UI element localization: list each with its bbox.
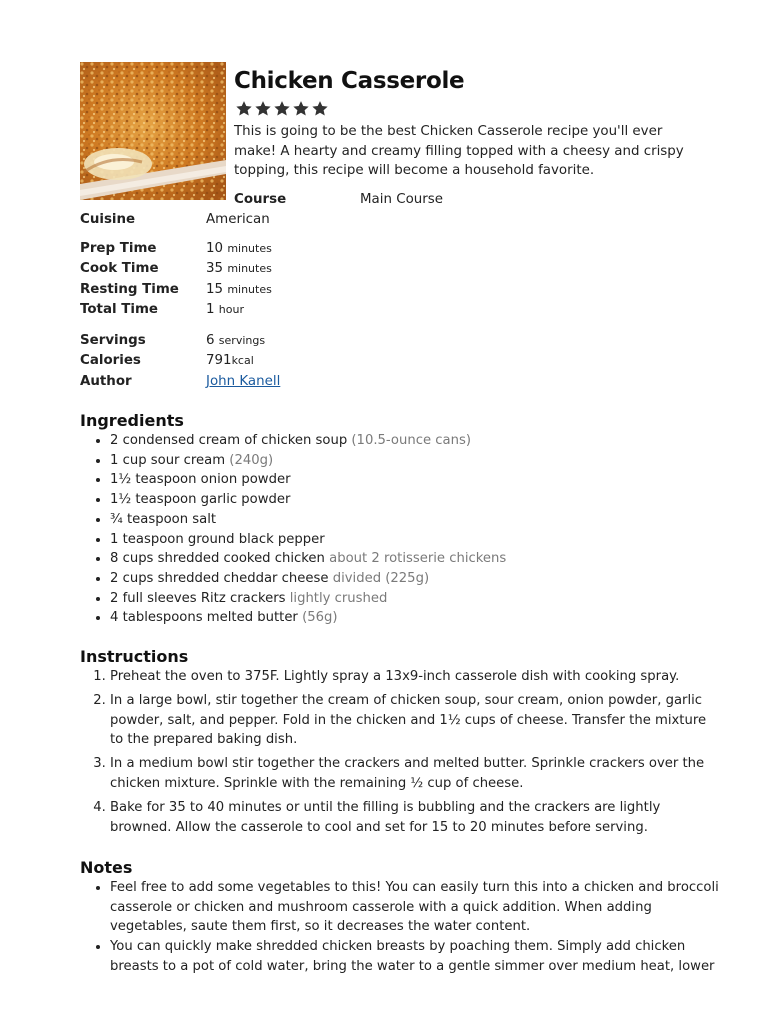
list-item [110, 510, 722, 530]
ingredients-list [80, 431, 722, 628]
ingredient-note: (240g) [229, 452, 274, 468]
meta-label: Servings [80, 333, 146, 348]
list-item [110, 589, 722, 609]
meta-value [206, 239, 272, 259]
ingredients-heading: Ingredients [80, 411, 184, 430]
meta-number: 6 [206, 333, 215, 348]
meta-value [206, 300, 244, 320]
meta-value [206, 372, 280, 392]
list-item [110, 569, 722, 589]
casserole-image [80, 62, 226, 200]
ingredient-text: 1½ teaspoon onion powder [110, 472, 291, 488]
list-item [110, 608, 722, 628]
ingredient-note: (56g) [302, 610, 338, 626]
meta-value [206, 351, 254, 371]
ingredient-note: lightly crushed [289, 590, 388, 606]
instruction-step: 1. Preheat the oven to 375F. Lightly spray a 13x9-inch casserole dish with cooking spray. [110, 667, 722, 687]
meta-course [234, 190, 534, 210]
notes-list [80, 878, 722, 977]
star-icon [292, 100, 310, 117]
note-item: • Feel free to add some vegetables to this! You can easily turn this into a chicken and broccoli casserole or chicken and mushroom casserole with a quick addition. When adding vegetables, saute them first, so it decreases the water content. [110, 878, 722, 937]
meta-author [80, 372, 380, 392]
meta-label: Calories [80, 353, 141, 368]
star-icon [273, 100, 291, 117]
meta-total-time [80, 300, 380, 320]
list-item [110, 451, 722, 471]
meta-value [206, 331, 265, 351]
meta-value [206, 259, 272, 279]
list-item [110, 470, 722, 490]
list-item [110, 530, 722, 550]
recipe-summary: This is going to be the best Chicken Casserole recipe you'll ever make! A hearty and creamy filling topped with a cheesy and crispy topping, this recipe will become a household favorite. [234, 124, 684, 179]
ingredient-text: 1 teaspoon ground black pepper [110, 531, 325, 547]
instructions-list [80, 667, 722, 841]
list-item [110, 490, 722, 510]
ingredient-text: ¾ teaspoon salt [110, 511, 217, 527]
notes-heading: Notes [80, 858, 133, 877]
ingredient-text: 2 condensed cream of chicken soup [110, 433, 348, 448]
star-icon [235, 100, 253, 117]
meta-unit: servings [218, 334, 266, 347]
meta-servings [80, 331, 380, 351]
meta-number: 35 [206, 261, 224, 276]
meta-label: Author [80, 374, 132, 389]
ingredient-note: about 2 rotisserie chickens [329, 551, 507, 567]
meta-label: Resting Time [80, 282, 179, 297]
ingredient-note: divided (225g) [332, 570, 430, 586]
list-item [110, 549, 722, 569]
instructions-heading: Instructions [80, 647, 189, 666]
meta-value: Main Course [360, 192, 443, 207]
meta-label: Prep Time [80, 241, 157, 256]
meta-value [206, 280, 272, 300]
meta-value: American [206, 212, 270, 227]
rating-stars[interactable] [235, 100, 329, 117]
meta-calories [80, 351, 380, 371]
meta-unit: minutes [227, 262, 272, 275]
meta-unit: kcal [231, 354, 254, 367]
note-item: • You can quickly make shredded chicken breasts by poaching them. Simply add chicken breasts to a pot of cold water, bring the water to a gentle simmer over medium heat, lower [110, 937, 722, 976]
meta-label: Cook Time [80, 261, 159, 276]
star-icon [311, 100, 329, 117]
ingredient-text: 4 tablespoons melted butter [110, 610, 298, 626]
star-icon [254, 100, 272, 117]
meta-cuisine [80, 210, 380, 230]
meta-resting-time [80, 280, 380, 300]
meta-unit: minutes [227, 242, 272, 255]
author-link[interactable]: John Kanell [206, 374, 281, 389]
recipe-photo [80, 62, 226, 200]
meta-prep-time [80, 239, 380, 259]
instruction-step: 3. In a medium bowl stir together the crackers and melted butter. Sprinkle crackers over the chicken mixture. Sprinkle with the remaining ½ cup of cheese. [110, 754, 722, 794]
ingredient-text: 2 cups shredded cheddar cheese [110, 570, 329, 586]
ingredient-text: 2 full sleeves Ritz crackers [110, 590, 286, 606]
meta-unit: minutes [227, 283, 272, 296]
meta-label: Total Time [80, 302, 159, 317]
meta-number: 1 [206, 302, 215, 317]
instruction-step: 4. Bake for 35 to 40 minutes or until the filling is bubbling and the crackers are lightly browned. Allow the casserole to cool and set for 15 to 20 minutes before serving. [110, 798, 722, 838]
instruction-step: 2. In a large bowl, stir together the cream of chicken soup, sour cream, onion powder, garlic powder, salt, and pepper. Fold in the chicken and 1½ cups of cheese. Transfer the mixture to the prepared baking dish. [110, 691, 722, 750]
ingredient-text: 8 cups shredded cooked chicken [110, 551, 325, 567]
ingredient-text: 1½ teaspoon garlic powder [110, 492, 291, 508]
recipe-title: Chicken Casserole [234, 68, 465, 94]
meta-label: Course [234, 192, 287, 207]
meta-label: Cuisine [80, 212, 136, 227]
ingredient-note: (10.5-ounce cans) [351, 433, 471, 448]
list-item [110, 431, 722, 451]
meta-number: 10 [206, 241, 224, 256]
meta-number: 791 [206, 353, 232, 368]
ingredient-text: 1 cup sour cream [110, 452, 226, 468]
meta-number: 15 [206, 282, 224, 297]
meta-unit: hour [218, 303, 244, 316]
meta-cook-time [80, 259, 380, 279]
